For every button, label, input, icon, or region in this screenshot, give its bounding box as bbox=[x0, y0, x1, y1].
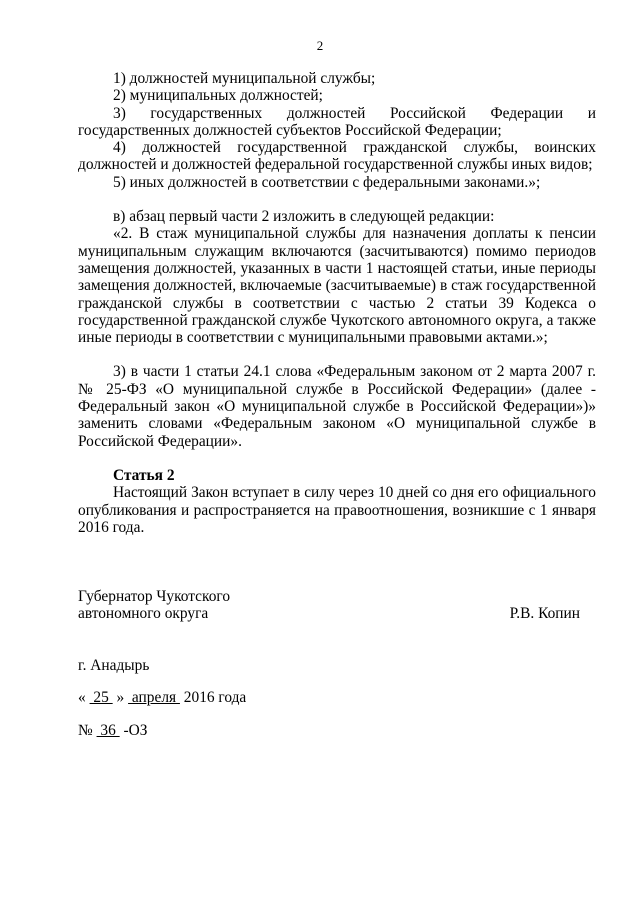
signatory-name: Р.В. Копин bbox=[509, 605, 580, 623]
article-2-text: Настоящий Закон вступает в силу через 10 дней со дня его официального опубликования и распространяется на правоотношения, возникшие с 1 января 2016 года. bbox=[78, 484, 596, 536]
date-year: 2016 года bbox=[183, 689, 247, 706]
list-item-3: 3) государственных должностей Российской Федерации и государственных должностей субъектов Российской Федерации; bbox=[78, 104, 596, 139]
list-item-4: 4) должностей государственной гражданской службы, воинских должностей и должностей федеральной государственной службы иных видов; bbox=[78, 139, 596, 174]
list-item-2: 2) муниципальных должностей; bbox=[113, 87, 323, 105]
document-body bbox=[78, 70, 596, 536]
number-prefix: № bbox=[78, 722, 93, 739]
law-number bbox=[78, 722, 147, 740]
amendment-b-quote: «2. В стаж муниципальной службы для назначения доплаты к пенсии муниципальным служащим включаются (засчитываются) помимо периодов замещения должностей, указанных в части 1 настоящей статьи, иные периоды замещения должностей, включаемые (засчитываемые) в стаж государственной гражданской службы в соответствии с частью 2 статьи 39 Кодекса о государственной гражданской службе Чукотского автономного округа, а также иные периоды в соответствии с муниципальными правовыми актами.»; bbox=[78, 225, 596, 347]
list-item-5: 5) иных должностей в соответствии с федеральными законами.»; bbox=[113, 173, 541, 191]
signature-title-line1: Губернатор Чукотского bbox=[78, 588, 231, 605]
place-of-signing: г. Анадырь bbox=[78, 657, 150, 674]
page-number: 2 bbox=[316, 38, 324, 53]
article-2-heading: Статья 2 bbox=[113, 466, 175, 484]
date-open-quote: « bbox=[78, 689, 86, 706]
signature-block bbox=[78, 588, 598, 623]
amendment-3: 3) в части 1 статьи 24.1 слова «Федеральным законом от 2 марта 2007 г. № 25-ФЗ «О муниципальной службе в Российской Федерации» (далее - Федеральный закон «О муниципальной службе в Российской Федерации»)» заменить словами «Федеральным законом «О муниципальной службе в Российской Федерации». bbox=[78, 363, 596, 450]
signature-title-line2: автономного округа bbox=[78, 605, 209, 623]
number-value: 36 bbox=[96, 722, 120, 739]
date-close-quote: » bbox=[116, 689, 125, 706]
number-suffix: -ОЗ bbox=[123, 722, 148, 739]
amendment-b-intro: в) абзац первый части 2 изложить в следующей редакции: bbox=[113, 208, 495, 226]
date-month: апреля bbox=[128, 689, 180, 706]
list-item-1: 1) должностей муниципальной службы; bbox=[113, 70, 376, 87]
signing-date bbox=[78, 689, 246, 707]
date-day: 25 bbox=[89, 689, 113, 706]
